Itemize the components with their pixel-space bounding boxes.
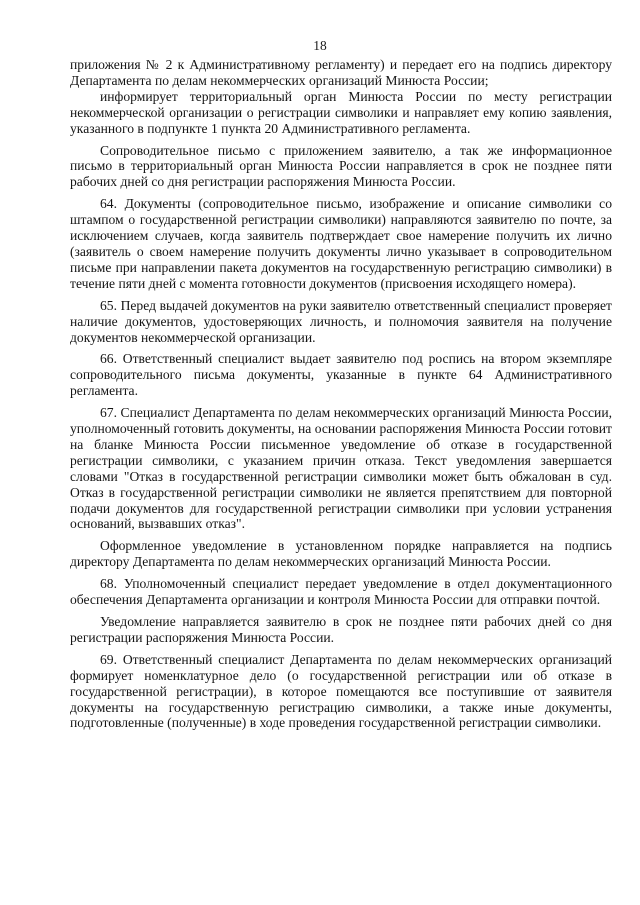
paragraph-cover-letter-deadline: Сопроводительное письмо с приложением заявителю, а так же информационное письмо в территориальный орган Минюста России направляется в срок не позднее пяти рабочих дней со дня регистрации распоряжения Минюста России. (70, 142, 612, 190)
paragraph-notice-signature: Оформленное уведомление в установленном порядке направляется на подпись директору Департамента по делам некоммерческих организаций Минюста России. (70, 538, 612, 570)
paragraph-notice-deadline: Уведомление направляется заявителю в срок не позднее пяти рабочих дней со дня регистрации распоряжения Минюста России. (70, 614, 612, 645)
paragraph-clause-66: 66. Ответственный специалист выдает заявителю под роспись на втором экземпляре сопроводительного письма документы, указанные в пункте 64 Административного регламента. (70, 351, 612, 399)
document-body (70, 57, 612, 737)
page-number: 18 (313, 38, 327, 53)
paragraph-clause-67: 67. Специалист Департамента по делам некоммерческих организаций Минюста России, уполномоченный готовить документы, на основании распоряжения Минюста России готовит на бланке Минюста России письменное уведомление об отказе в государственной регистрации символики, с указанием причин отказа. Текст уведомления завершается словами "Отказ в государственной регистрации символики может быть обжалован в суд. Отказ в государственной регистрации символики не является препятствием для повторной подачи документов для государственной регистрации символики при условии устранения оснований, вызвавших отказ". (70, 405, 612, 532)
paragraph-clause-69: 69. Ответственный специалист Департамента по делам некоммерческих организаций формирует номенклатурное дело (о государственной регистрации или об отказе в государственной регистрации), в которое помещаются все поступившие от заявителя документы на государственную регистрацию символики, а также иные документы, подготовленные (полученные) в ходе проведения государственной регистрации символики. (70, 651, 612, 731)
paragraph-clause-64: 64. Документы (сопроводительное письмо, изображение и описание символики со штампом о государственной регистрации символики) направляются заявителю по почте, за исключением случаев, когда заявитель подтверждает свое намерение получить их лично (заявитель о своем намерение получить документы лично указывает в сопроводительном письме при направлении пакета документов на государственную регистрацию символики) в течение пяти дней с момента готовности документов (присвоения исходящего номера). (70, 196, 612, 291)
paragraph-clause-65: 65. Перед выдачей документов на руки заявителю ответственный специалист проверяет наличие документов, удостоверяющих личность, и полномочия заявителя на получение документов некоммерческой организации. (70, 297, 612, 345)
paragraph-continuation: приложения № 2 к Административному регламенту) и передает его на подпись директору Департамента по делам некоммерческих организаций Минюста России; (70, 57, 612, 88)
paragraph-clause-68: 68. Уполномоченный специалист передает уведомление в отдел документационного обеспечения Департамента организации и контроля Минюста России для отправки почтой. (70, 576, 612, 608)
paragraph-inform-territorial-body: информирует территориальный орган Минюста России по месту регистрации некоммерческой организации о регистрации символики и направляет ему копию заявления, указанного в подпункте 1 пункта 20 Административного регламента. (70, 88, 612, 136)
